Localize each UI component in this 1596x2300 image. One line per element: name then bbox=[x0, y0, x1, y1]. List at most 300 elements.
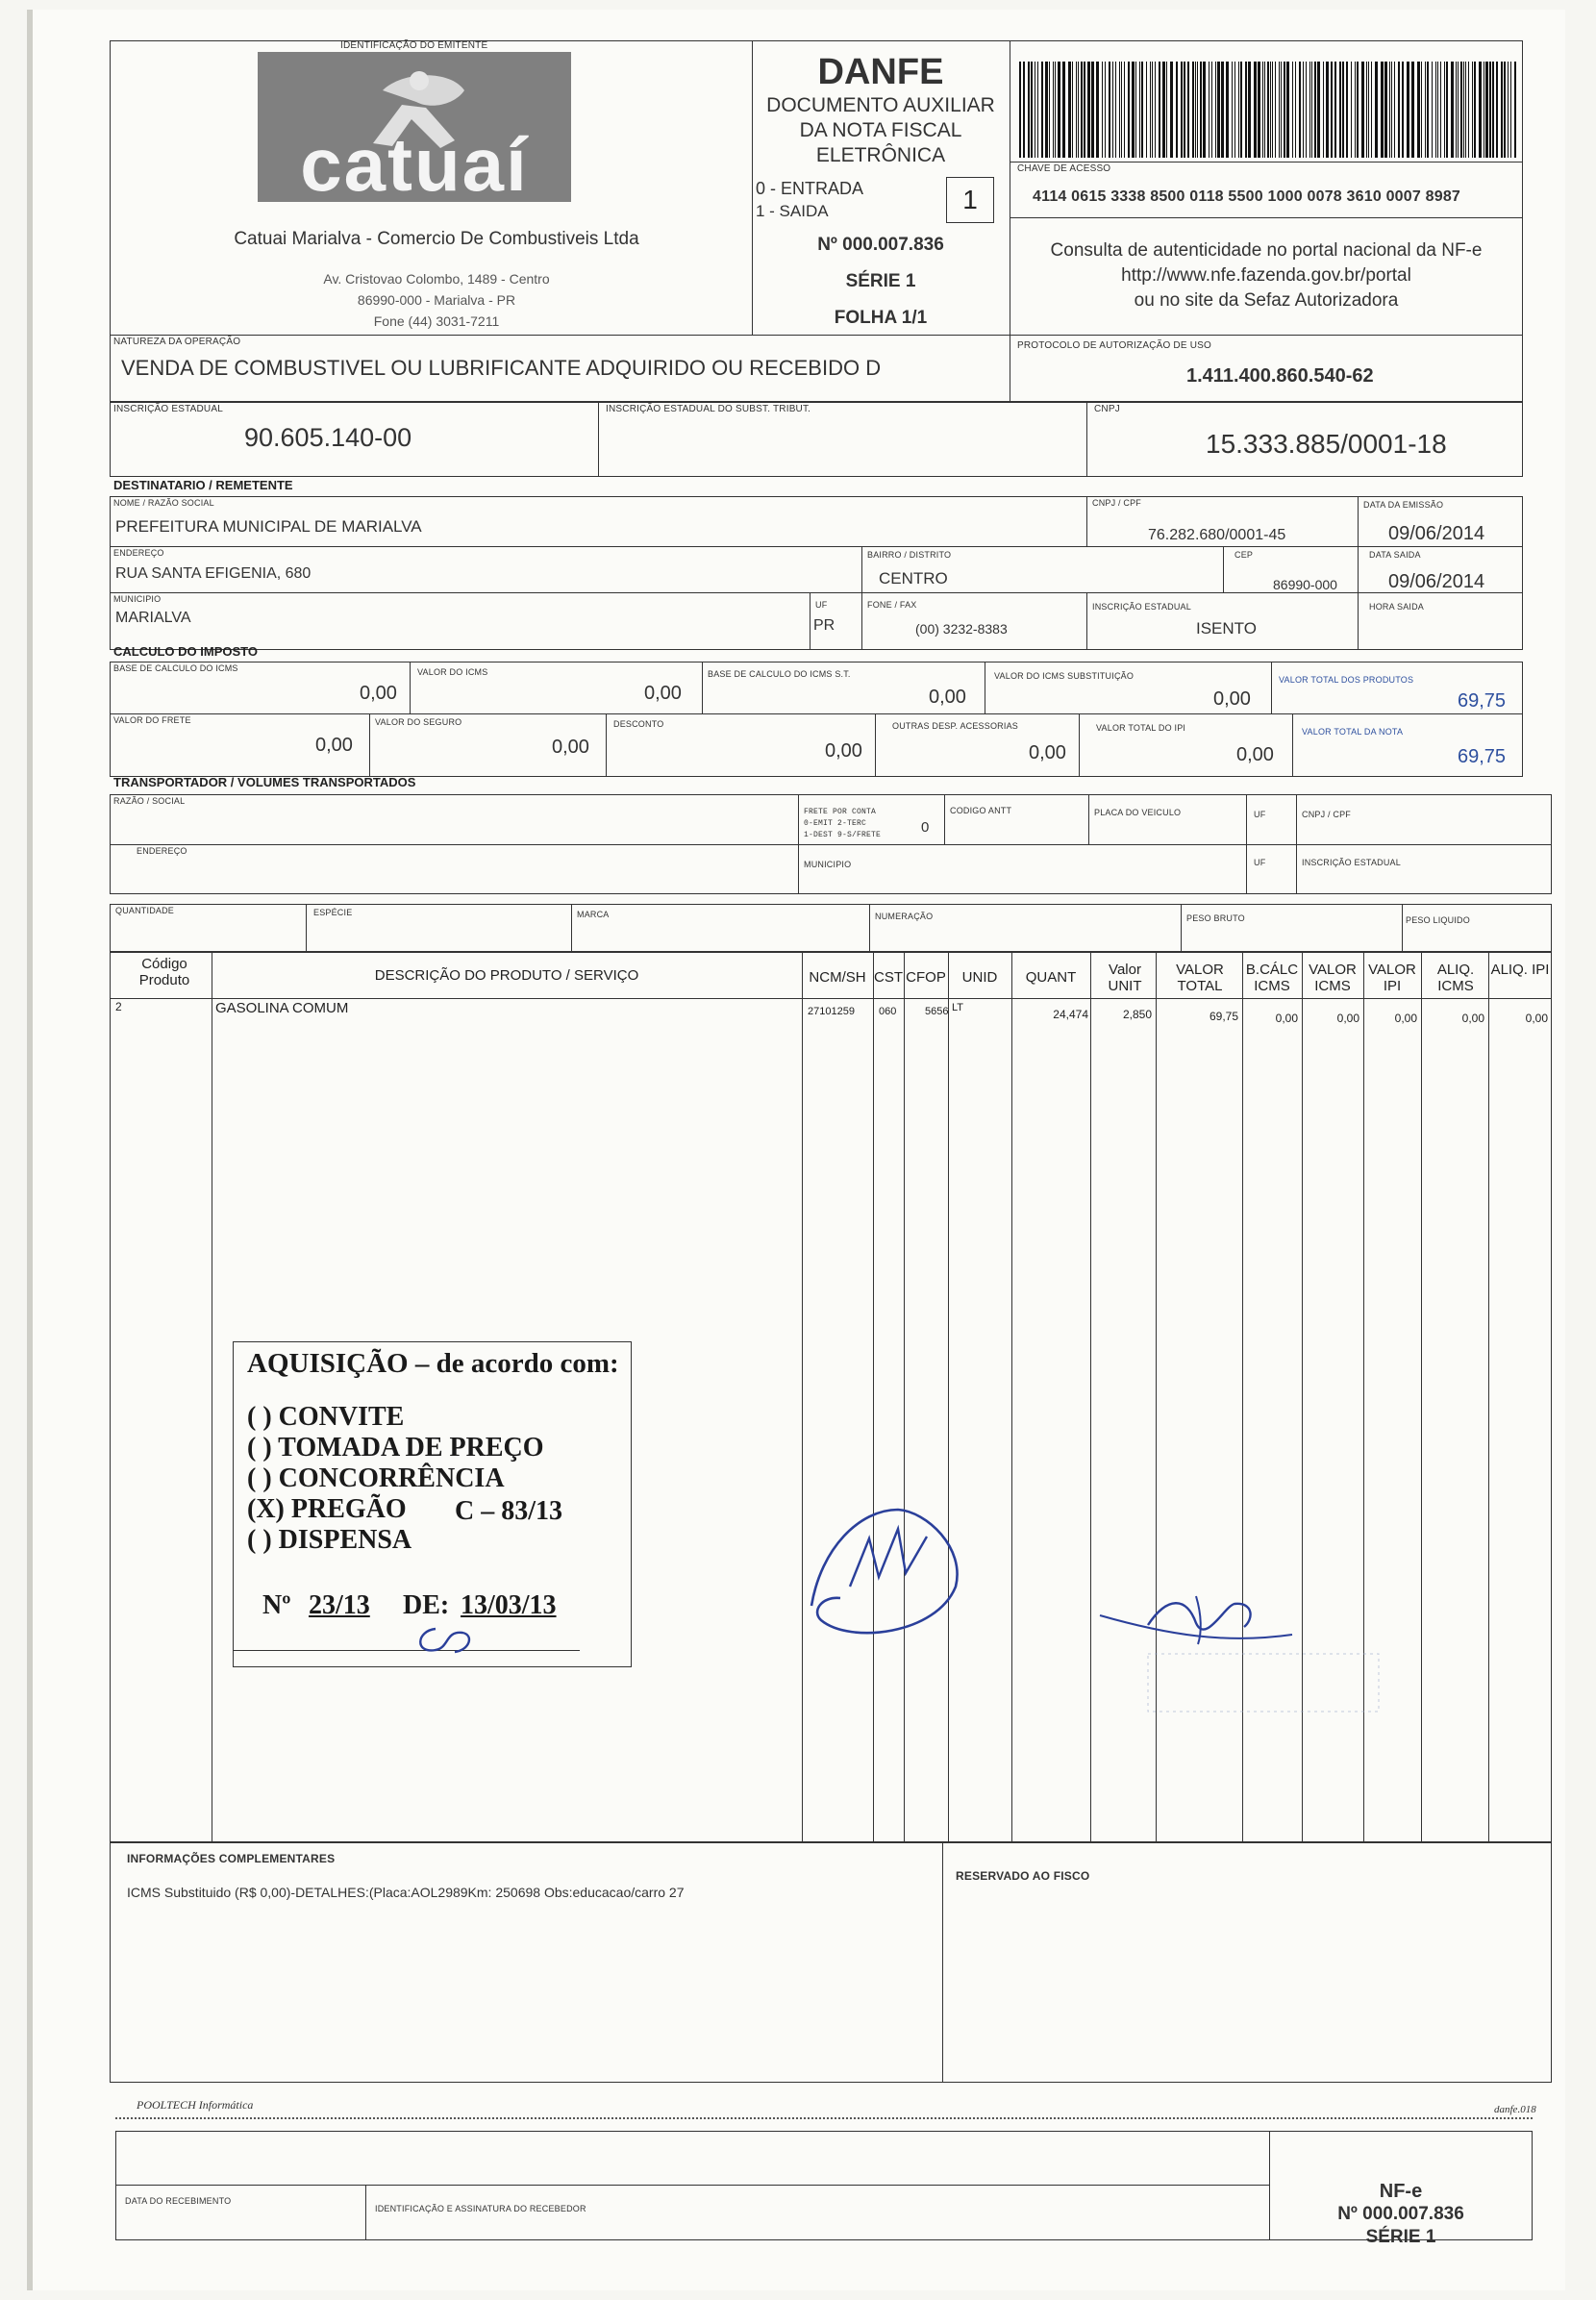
barcode-bar bbox=[1072, 62, 1073, 158]
barcode-bar bbox=[1139, 62, 1140, 158]
barcode-bar bbox=[1355, 62, 1356, 158]
desconto-value: 0,00 bbox=[825, 740, 862, 762]
stamp-title: AQUISIÇÃO – de acordo com: bbox=[247, 1348, 619, 1379]
danfe-title: DANFE bbox=[817, 52, 944, 92]
barcode-bar bbox=[1510, 62, 1511, 158]
barcode-bar bbox=[1437, 62, 1438, 158]
barcode-bar bbox=[1240, 62, 1242, 158]
transp-endereco-label: ENDEREÇO bbox=[137, 846, 187, 856]
barcode-bar bbox=[1435, 62, 1436, 158]
th-descricao: DESCRIÇÃO DO PRODUTO / SERVIÇO bbox=[374, 967, 639, 984]
divider bbox=[702, 662, 703, 713]
barcode-bar bbox=[1166, 62, 1167, 158]
barcode-bar bbox=[1417, 62, 1420, 158]
th-ncm: NCM/SH bbox=[809, 969, 866, 986]
barcode-bar bbox=[1331, 62, 1333, 158]
cell-alipi: 0,00 bbox=[1525, 1012, 1548, 1025]
danfe-subtitle2: DA NOTA FISCAL bbox=[799, 119, 962, 141]
nfe-numero: Nº 000.007.836 bbox=[1337, 2204, 1464, 2224]
uf-label: UF bbox=[815, 600, 828, 610]
barcode-bar bbox=[1217, 62, 1220, 158]
barcode-bar bbox=[1112, 62, 1113, 158]
barcode-bar bbox=[1232, 62, 1233, 158]
barcode-bar bbox=[1303, 62, 1304, 158]
divider bbox=[306, 904, 307, 952]
barcode-bar bbox=[1389, 62, 1390, 158]
barcode-bar bbox=[1286, 62, 1289, 158]
cep-value: 86990-000 bbox=[1273, 577, 1337, 592]
divider bbox=[110, 844, 1552, 845]
emitter-address1: Av. Cristovao Colombo, 1489 - Centro bbox=[323, 271, 550, 287]
cep-label: CEP bbox=[1234, 550, 1254, 560]
ipi-value: 0,00 bbox=[1236, 744, 1274, 765]
barcode-bar bbox=[1245, 62, 1247, 158]
divider bbox=[365, 2185, 366, 2240]
barcode-bar bbox=[1292, 62, 1293, 158]
natureza-label: NATUREZA DA OPERAÇÃO bbox=[113, 337, 241, 347]
barcode-bar bbox=[1357, 62, 1359, 158]
barcode-bar bbox=[1311, 62, 1312, 158]
fone-value: (00) 3232-8383 bbox=[915, 621, 1008, 637]
barcode-bar bbox=[1124, 62, 1125, 158]
danfe-entrada: 0 - ENTRADA bbox=[756, 179, 864, 198]
barcode-bar bbox=[1238, 62, 1239, 158]
natureza-value: VENDA DE COMBUSTIVEL OU LUBRIFICANTE ADQUIRIDO OU RECEBIDO D bbox=[121, 356, 882, 380]
cell-unid: LT bbox=[952, 1002, 964, 1013]
barcode-bar bbox=[1023, 62, 1025, 158]
barcode-bar bbox=[1155, 62, 1156, 158]
barcode-bar bbox=[1195, 62, 1196, 158]
v-prod-label: VALOR TOTAL DOS PRODUTOS bbox=[1279, 675, 1414, 685]
th-quant: QUANT bbox=[1025, 969, 1077, 986]
barcode-bar bbox=[1031, 62, 1033, 158]
barcode-bar bbox=[1146, 62, 1147, 158]
barcode-bar bbox=[1162, 62, 1165, 158]
barcode-bar bbox=[1170, 62, 1173, 158]
barcode-bar bbox=[1211, 62, 1212, 158]
cell-cfop: 5656 bbox=[925, 1006, 949, 1017]
access-key: 4114 0615 3338 8500 0118 5500 1000 0078 3610 0007 8987 bbox=[1033, 188, 1461, 205]
th-unid: UNID bbox=[961, 969, 998, 986]
barcode-bar bbox=[1339, 62, 1341, 158]
barcode-bar bbox=[1444, 62, 1445, 158]
stamp-option-tomada: ( ) TOMADA DE PREÇO bbox=[247, 1433, 544, 1462]
bc-st-label: BASE DE CALCULO DO ICMS S.T. bbox=[708, 669, 851, 679]
barcode-bar bbox=[1432, 62, 1433, 158]
divider bbox=[1088, 794, 1089, 844]
barcode-bar bbox=[1275, 62, 1276, 158]
danfe-numero: Nº 000.007.836 bbox=[817, 235, 944, 255]
th-codigo: Código Produto bbox=[138, 956, 190, 988]
barcode-bar bbox=[1200, 62, 1202, 158]
stamp-num: 23/13 bbox=[309, 1590, 370, 1620]
divider bbox=[1358, 496, 1359, 650]
barcode-bar bbox=[1384, 62, 1387, 158]
barcode-bar bbox=[1366, 62, 1367, 158]
barcode-bar bbox=[1371, 62, 1372, 158]
divider bbox=[598, 402, 599, 477]
barcode-bar bbox=[1479, 62, 1482, 158]
especie-label: ESPÉCIE bbox=[313, 908, 353, 917]
antt-label: CODIGO ANTT bbox=[950, 806, 1012, 815]
fone-label: FONE / FAX bbox=[867, 600, 917, 610]
barcode-bar bbox=[1115, 62, 1116, 158]
divider bbox=[869, 904, 870, 952]
v-icms-value: 0,00 bbox=[644, 683, 682, 704]
cell-descricao: GASOLINA COMUM bbox=[215, 1000, 349, 1016]
barcode-bar bbox=[1485, 62, 1488, 158]
ie-value: 90.605.140-00 bbox=[244, 423, 412, 452]
info-label: INFORMAÇÕES COMPLEMENTARES bbox=[127, 1852, 336, 1865]
barcode-bar bbox=[1226, 62, 1229, 158]
col-divider bbox=[1488, 952, 1489, 1842]
cnpj-value: 15.333.885/0001-18 bbox=[1206, 429, 1447, 459]
divider bbox=[369, 713, 370, 777]
barcode-bar bbox=[1045, 62, 1048, 158]
seguro-value: 0,00 bbox=[552, 737, 589, 758]
barcode-bar bbox=[1267, 62, 1269, 158]
barcode-bar bbox=[1159, 62, 1160, 158]
divider bbox=[1086, 592, 1087, 650]
emissao-value: 09/06/2014 bbox=[1388, 523, 1485, 544]
barcode-bar bbox=[1128, 62, 1130, 158]
barcode-bar bbox=[1456, 62, 1457, 158]
barcode-bar bbox=[1440, 62, 1441, 158]
barcode-bar bbox=[1135, 62, 1136, 158]
divider bbox=[1223, 546, 1224, 592]
endereco-label: ENDEREÇO bbox=[113, 548, 164, 558]
barcode-bar bbox=[1091, 62, 1094, 158]
v-nota-label: VALOR TOTAL DA NOTA bbox=[1302, 727, 1404, 737]
barcode-bar bbox=[1472, 62, 1473, 158]
barcode-bar bbox=[1391, 62, 1392, 158]
barcode-bar bbox=[1504, 62, 1506, 158]
stamp-initials bbox=[407, 1621, 484, 1660]
bc-st-value: 0,00 bbox=[929, 687, 966, 708]
barcode-bar bbox=[1078, 62, 1079, 158]
barcode-bar bbox=[1411, 62, 1414, 158]
barcode-bar bbox=[1458, 62, 1459, 158]
ident-label: IDENTIFICAÇÃO E ASSINATURA DO RECEBEDOR bbox=[375, 2204, 586, 2213]
stamp-num-label: Nº bbox=[262, 1590, 291, 1620]
barcode-bar bbox=[1019, 62, 1021, 158]
cell-codigo: 2 bbox=[115, 1000, 122, 1013]
hora-saida-label: HORA SAIDA bbox=[1369, 602, 1425, 612]
consult-url: http://www.nfe.fazenda.gov.br/portal bbox=[1121, 265, 1411, 286]
acquisition-stamp bbox=[233, 1341, 632, 1667]
divider bbox=[944, 794, 945, 844]
divider bbox=[942, 1842, 943, 2083]
barcode-bar bbox=[1342, 62, 1344, 158]
frete-label: VALOR DO FRETE bbox=[113, 715, 191, 725]
barcode-bar bbox=[1398, 62, 1400, 158]
th-bcicms: B.CÁLC ICMS bbox=[1245, 962, 1299, 994]
barcode-bar bbox=[1203, 62, 1206, 158]
barcode-bar bbox=[1121, 62, 1122, 158]
fisco-label: RESERVADO AO FISCO bbox=[956, 1869, 1090, 1883]
consult-line1-text: Consulta de autenticidade no portal nacional da NF-e bbox=[1050, 240, 1483, 261]
barcode-bar bbox=[1258, 62, 1260, 158]
barcode-bar bbox=[1465, 62, 1466, 158]
barcode-bar bbox=[1323, 62, 1324, 158]
th-vunit: Valor UNIT bbox=[1108, 962, 1142, 994]
th-cst: CST bbox=[874, 969, 903, 986]
barcode-bar bbox=[1109, 62, 1110, 158]
barcode-bar bbox=[1496, 62, 1498, 158]
barcode-bar bbox=[1105, 62, 1106, 158]
v-prod-value: 69,75 bbox=[1458, 690, 1507, 712]
barcode-bar bbox=[1351, 62, 1352, 158]
barcode-bar bbox=[1368, 62, 1369, 158]
logo-text: catuaí bbox=[300, 122, 529, 202]
divider bbox=[110, 592, 1523, 593]
protocolo-label: PROTOCOLO DE AUTORIZAÇÃO DE USO bbox=[1017, 340, 1211, 351]
th-vipi: VALOR IPI bbox=[1368, 962, 1416, 994]
transp-municipio-label: MUNICIPIO bbox=[804, 860, 852, 869]
barcode-bar bbox=[1084, 62, 1085, 158]
recipient-section: DESTINATARIO / REMETENTE bbox=[113, 478, 293, 492]
barcode-bar bbox=[1361, 62, 1364, 158]
barcode-bar bbox=[1068, 62, 1071, 158]
barcode-bar bbox=[1451, 62, 1454, 158]
bc-icms-value: 0,00 bbox=[360, 683, 397, 704]
danfe-saida: 1 - SAIDA bbox=[756, 202, 829, 220]
stamp-option-convite: ( ) CONVITE bbox=[247, 1402, 405, 1432]
barcode-bar bbox=[1081, 62, 1083, 158]
barcode-bar bbox=[1076, 62, 1077, 158]
endereco-value: RUA SANTA EFIGENIA, 680 bbox=[115, 565, 312, 582]
barcode-bar bbox=[1062, 62, 1065, 158]
barcode-bar bbox=[1501, 62, 1503, 158]
official-stamp-signature bbox=[1090, 1577, 1398, 1721]
emissao-label: DATA DA EMISSÃO bbox=[1363, 500, 1444, 510]
nfe-label: NF-e bbox=[1379, 2181, 1423, 2202]
divider bbox=[1296, 794, 1297, 894]
barcode-bar bbox=[1381, 62, 1384, 158]
col-divider bbox=[904, 952, 905, 1842]
barcode-bar bbox=[1187, 62, 1189, 158]
barcode-bar bbox=[1281, 62, 1282, 158]
handwritten-signature bbox=[792, 1490, 985, 1654]
consult-line1 bbox=[1010, 240, 1523, 262]
divider bbox=[1079, 713, 1080, 777]
barcode-bar bbox=[1221, 62, 1224, 158]
col-divider bbox=[1011, 952, 1012, 1842]
info-block bbox=[110, 1842, 1552, 2083]
seguro-label: VALOR DO SEGURO bbox=[375, 717, 462, 727]
transp-ie-label: INSCRIÇÃO ESTADUAL bbox=[1302, 858, 1401, 867]
divider bbox=[110, 713, 1523, 714]
col-divider bbox=[948, 952, 949, 1842]
stamp-date-label: DE: bbox=[403, 1590, 450, 1620]
divider bbox=[1402, 904, 1403, 952]
uf-value: PR bbox=[813, 617, 835, 634]
tax-section: CALCULO DO IMPOSTO bbox=[113, 644, 258, 659]
barcode-bar bbox=[1295, 62, 1296, 158]
divider bbox=[110, 546, 1523, 547]
cell-quant: 24,474 bbox=[1053, 1008, 1088, 1021]
barcode-bar bbox=[1460, 62, 1462, 158]
divider bbox=[875, 713, 876, 777]
v-st-value: 0,00 bbox=[1213, 688, 1251, 710]
barcode-bar bbox=[1037, 62, 1038, 158]
data-saida-label: DATA SAIDA bbox=[1369, 550, 1421, 560]
barcode-bar bbox=[1262, 62, 1263, 158]
th-alicms: ALIQ. ICMS bbox=[1436, 962, 1475, 994]
barcode-bar bbox=[1041, 62, 1043, 158]
barcode-bar bbox=[1181, 62, 1183, 158]
dest-cnpj-value: 76.282.680/0001-45 bbox=[1148, 527, 1286, 543]
cell-vicms: 0,00 bbox=[1336, 1012, 1359, 1025]
barcode-bar bbox=[1375, 62, 1378, 158]
bairro-label: BAIRRO / DISTRITO bbox=[867, 550, 952, 560]
barcode-bar bbox=[1254, 62, 1257, 158]
numeracao-label: NUMERAÇÃO bbox=[875, 912, 934, 921]
consult-line3: ou no site da Sefaz Autorizadora bbox=[1134, 290, 1399, 311]
barcode-bar bbox=[1264, 62, 1265, 158]
divider bbox=[1086, 496, 1087, 546]
danfe-serie: SÉRIE 1 bbox=[845, 271, 916, 291]
barcode-bar bbox=[1326, 62, 1329, 158]
barcode-bar bbox=[1234, 62, 1235, 158]
divider bbox=[1246, 794, 1247, 894]
barcode-bar bbox=[1299, 62, 1301, 158]
perforation-line bbox=[115, 2117, 1533, 2119]
col-divider bbox=[873, 952, 874, 1842]
th-vicms: VALOR ICMS bbox=[1309, 962, 1357, 994]
barcode-bar bbox=[1132, 62, 1135, 158]
divider bbox=[1271, 662, 1272, 713]
frete-conta-value: 0 bbox=[921, 819, 930, 836]
barcode-bar bbox=[1492, 62, 1494, 158]
bairro-value: CENTRO bbox=[879, 569, 948, 588]
divider bbox=[1292, 713, 1293, 777]
cell-bcicms: 0,00 bbox=[1275, 1012, 1298, 1025]
barcode-bar bbox=[1184, 62, 1185, 158]
barcode bbox=[1017, 62, 1519, 158]
cnpj-label: CNPJ bbox=[1094, 404, 1120, 414]
frete-conta-label2: 0-EMIT 2-TERC bbox=[804, 819, 867, 828]
barcode-bar bbox=[1176, 62, 1178, 158]
barcode-bar bbox=[1407, 62, 1409, 158]
barcode-bar bbox=[1346, 62, 1348, 158]
danfe-folha: FOLHA 1/1 bbox=[834, 308, 928, 328]
barcode-bar bbox=[1446, 62, 1448, 158]
barcode-bar bbox=[1192, 62, 1194, 158]
th-cfop: CFOP bbox=[906, 969, 946, 986]
bc-icms-label: BASE DE CALCULO DO ICMS bbox=[113, 663, 238, 673]
barcode-bar bbox=[1514, 62, 1516, 158]
barcode-bar bbox=[1427, 62, 1429, 158]
cell-alicms: 0,00 bbox=[1461, 1012, 1484, 1025]
barcode-bar bbox=[1141, 62, 1143, 158]
nome-value: PREFEITURA MUNICIPAL DE MARIALVA bbox=[115, 517, 422, 536]
protocolo-value: 1.411.400.860.540-62 bbox=[1186, 365, 1374, 387]
divider bbox=[1086, 402, 1087, 477]
danfe-version: danfe.018 bbox=[1494, 2104, 1536, 2115]
divider bbox=[115, 2185, 1269, 2186]
barcode-bar bbox=[1087, 62, 1090, 158]
frete-conta-label3: 1-DEST 9-S/FRETE bbox=[804, 831, 882, 839]
v-st-label: VALOR DO ICMS SUBSTITUIÇÃO bbox=[994, 671, 1135, 681]
dest-cnpj-label: CNPJ / CPF bbox=[1092, 498, 1142, 508]
frete-value: 0,00 bbox=[315, 735, 353, 756]
danfe-subtitle3: ELETRÔNICA bbox=[815, 144, 946, 166]
barcode-bar bbox=[1508, 62, 1509, 158]
ipi-label: VALOR TOTAL DO IPI bbox=[1096, 723, 1186, 733]
municipio-value: MARIALVA bbox=[115, 610, 191, 626]
data-saida-value: 09/06/2014 bbox=[1388, 571, 1485, 592]
divider bbox=[861, 592, 862, 650]
cell-vtotal: 69,75 bbox=[1209, 1010, 1238, 1023]
barcode-bar bbox=[1150, 62, 1151, 158]
barcode-bar bbox=[1049, 62, 1050, 158]
divider bbox=[571, 904, 572, 952]
nome-label: NOME / RAZÃO SOCIAL bbox=[113, 498, 214, 508]
barcode-bar bbox=[1279, 62, 1280, 158]
barcode-bar bbox=[1334, 62, 1336, 158]
software-credit: POOLTECH Informática bbox=[137, 2098, 254, 2112]
transp-uf-label: UF bbox=[1254, 810, 1266, 819]
barcode-bar bbox=[1096, 62, 1099, 158]
ie-label: INSCRIÇÃO ESTADUAL bbox=[113, 404, 223, 414]
info-value: ICMS Substituido (R$ 0,00)-DETALHES:(Placa:AOL2989Km: 250698 Obs:educacao/carro 27 bbox=[127, 1885, 685, 1900]
barcode-bar bbox=[1055, 62, 1056, 158]
barcode-bar bbox=[1248, 62, 1251, 158]
emitter-name: Catuai Marialva - Comercio De Combustiveis Ltda bbox=[234, 229, 639, 249]
cell-ncm: 27101259 bbox=[808, 1006, 855, 1017]
barcode-bar bbox=[1425, 62, 1426, 158]
cell-vipi: 0,00 bbox=[1394, 1012, 1417, 1025]
barcode-bar bbox=[1152, 62, 1153, 158]
divider bbox=[606, 713, 607, 777]
col-divider bbox=[1421, 952, 1422, 1842]
transp-uf2-label: UF bbox=[1254, 858, 1266, 867]
barcode-bar bbox=[1402, 62, 1404, 158]
barcode-bar bbox=[1053, 62, 1054, 158]
stamp-option-pregao: (X) PREGÃO bbox=[247, 1494, 407, 1524]
peso-bruto-label: PESO BRUTO bbox=[1186, 913, 1245, 923]
stamp-pregao-ref: C – 83/13 bbox=[455, 1496, 562, 1526]
table-header-divider bbox=[110, 998, 1552, 999]
razao-label: RAZÃO / SOCIAL bbox=[113, 796, 186, 806]
barcode-bar bbox=[1102, 62, 1103, 158]
barcode-bar bbox=[1314, 62, 1316, 158]
stamp-option-dispensa: ( ) DISPENSA bbox=[247, 1525, 412, 1555]
transport-section: TRANSPORTADOR / VOLUMES TRANSPORTADOS bbox=[113, 775, 416, 789]
v-icms-label: VALOR DO ICMS bbox=[417, 667, 488, 677]
receb-label: DATA DO RECEBIMENTO bbox=[125, 2196, 232, 2206]
divider bbox=[110, 335, 1523, 336]
peso-liquido-label: PESO LIQUIDO bbox=[1406, 915, 1470, 925]
barcode-bar bbox=[1306, 62, 1307, 158]
ie-st-label: INSCRIÇÃO ESTADUAL DO SUBST. TRIBUT. bbox=[606, 404, 811, 414]
catuai-logo bbox=[258, 52, 571, 202]
dest-ie-label: INSCRIÇÃO ESTADUAL bbox=[1092, 602, 1191, 612]
th-alipi: ALIQ. IPI bbox=[1490, 962, 1550, 978]
qtd-label: QUANTIDADE bbox=[115, 906, 175, 915]
transp-cnpj-label: CNPJ / CPF bbox=[1302, 810, 1352, 819]
barcode-bar bbox=[1463, 62, 1464, 158]
danfe-subtitle1: DOCUMENTO AUXILIAR bbox=[766, 94, 995, 116]
cell-cst: 060 bbox=[879, 1006, 897, 1017]
barcode-bar bbox=[1270, 62, 1271, 158]
divider bbox=[798, 794, 799, 894]
barcode-bar bbox=[1421, 62, 1422, 158]
danfe-tipo-box: 1 bbox=[946, 177, 994, 223]
barcode-bar bbox=[1489, 62, 1491, 158]
marca-label: MARCA bbox=[577, 910, 610, 919]
